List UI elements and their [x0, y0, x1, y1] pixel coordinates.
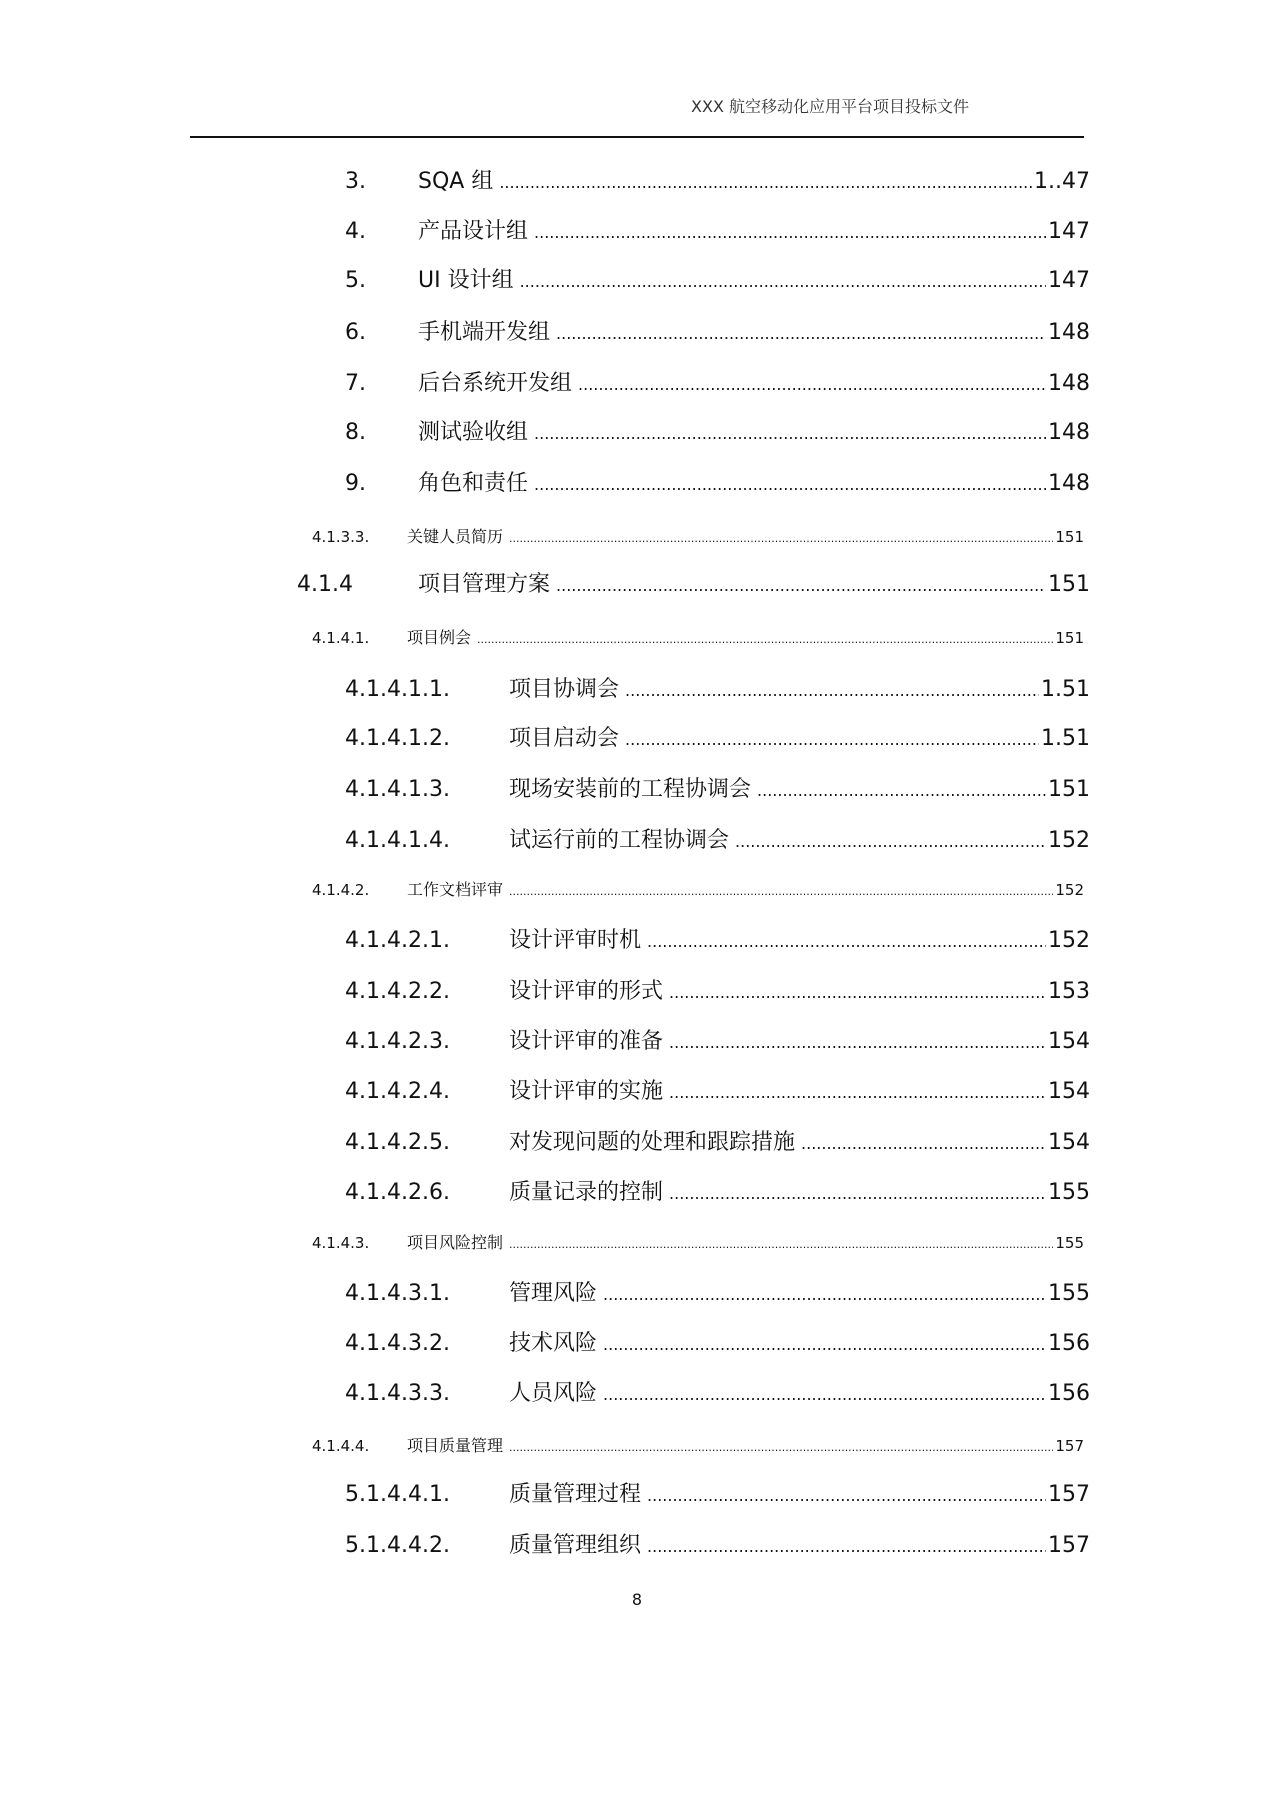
toc-entry-title: 质量记录的控制: [509, 1180, 664, 1205]
toc-entry-number: 4.1.4.2.: [312, 881, 370, 899]
toc-entry-title: 测试验收组: [418, 420, 529, 445]
toc-entry-number: 5.: [345, 268, 366, 293]
toc-leader-dots: [603, 1329, 1046, 1360]
toc-entry[interactable]: [345, 1378, 1090, 1410]
toc-leader-dots: [477, 629, 1053, 649]
toc-entry-title: 质量管理过程: [509, 1482, 642, 1507]
toc-entry-number: 4.1.4.3.: [312, 1234, 370, 1252]
toc-leader-dots: [647, 1531, 1046, 1562]
toc-entry-number: 4.1.4.3.1.: [345, 1281, 450, 1306]
toc-leader-dots: [534, 469, 1046, 500]
toc-entry-number: 4.1.3.3.: [312, 528, 370, 546]
toc-leader-dots: [534, 418, 1046, 449]
toc-entry-page: 156: [1048, 1331, 1090, 1356]
toc-entry-title: 后台系统开发组: [418, 371, 573, 396]
toc-leader-dots: [520, 266, 1046, 297]
toc-entry-title: 项目启动会: [509, 726, 620, 751]
toc-entry-page: 154: [1048, 1130, 1090, 1155]
toc-entry-page: 148: [1048, 320, 1090, 345]
toc-leader-dots: [509, 1234, 1053, 1254]
toc-entry[interactable]: [345, 1076, 1090, 1108]
toc-entry[interactable]: [345, 674, 1090, 706]
toc-entry[interactable]: [312, 879, 1084, 901]
toc-entry[interactable]: [345, 216, 1090, 248]
toc-entry-number: 4.1.4.1.3.: [345, 777, 450, 802]
toc-entry-title: 设计评审的实施: [509, 1079, 664, 1104]
toc-entry-page: 1.51: [1041, 677, 1090, 702]
toc-leader-dots: [647, 926, 1046, 957]
toc-entry-title: 质量管理组织: [509, 1533, 642, 1558]
toc-entry-page: 152: [1048, 928, 1090, 953]
toc-leader-dots: [603, 1379, 1046, 1410]
toc-entry-page: 151: [1048, 572, 1090, 597]
toc-entry-title: 对发现问题的处理和跟踪措施: [509, 1130, 796, 1155]
toc-entry-title: UI 设计组: [418, 268, 514, 293]
toc-entry-number: 4.1.4.1.: [312, 629, 370, 647]
toc-entry-title: 现场安装前的工程协调会: [509, 777, 752, 802]
toc-leader-dots: [669, 977, 1046, 1008]
toc-leader-dots: [625, 675, 1039, 706]
toc-entry[interactable]: [312, 1232, 1084, 1254]
toc-entry-page: 1..47: [1034, 169, 1090, 194]
toc-entry-page: 151: [1048, 777, 1090, 802]
toc-entry-number: 8.: [345, 420, 366, 445]
toc-entry-number: 4.1.4.1.2.: [345, 726, 450, 751]
toc-entry-page: 148: [1048, 420, 1090, 445]
toc-entry-number: 4.1.4.2.5.: [345, 1130, 450, 1155]
toc-entry-number: 4.: [345, 219, 366, 244]
toc-leader-dots: [647, 1480, 1046, 1511]
toc-entry-number: 4.1.4.2.6.: [345, 1180, 450, 1205]
toc-entry-number: 4.1.4: [297, 572, 353, 597]
toc-entry-page: 151: [1055, 629, 1084, 647]
toc-entry-title: 手机端开发组: [418, 320, 551, 345]
toc-entry-number: 4.1.4.3.2.: [345, 1331, 450, 1356]
toc-entry-page: 157: [1055, 1437, 1084, 1455]
toc-entry[interactable]: [345, 317, 1090, 349]
toc-entry-title: 工作文档评审: [407, 880, 504, 899]
toc-entry-number: 4.1.4.2.1.: [345, 928, 450, 953]
toc-entry-number: 5.1.4.4.1.: [345, 1482, 450, 1507]
toc-entry-number: 3.: [345, 169, 366, 194]
toc-entry[interactable]: [297, 569, 1090, 601]
toc-entry-page: 154: [1048, 1079, 1090, 1104]
toc-entry-number: 4.1.4.1.1.: [345, 677, 450, 702]
toc-entry[interactable]: [345, 166, 1090, 198]
toc-leader-dots: [757, 775, 1046, 806]
toc-entry[interactable]: [345, 1177, 1090, 1209]
toc-entry[interactable]: [345, 925, 1090, 957]
toc-entry[interactable]: [345, 1328, 1090, 1360]
toc-entry-number: 4.1.4.1.4.: [345, 828, 450, 853]
toc-leader-dots: [625, 724, 1039, 755]
toc-entry[interactable]: [345, 1127, 1090, 1159]
page-number: 8: [631, 1590, 643, 1609]
toc-leader-dots: [556, 570, 1046, 601]
toc-entry[interactable]: [312, 627, 1084, 649]
toc-leader-dots: [509, 881, 1053, 901]
toc-entry-page: 147: [1048, 268, 1090, 293]
toc-entry-title: 项目例会: [407, 628, 472, 647]
toc-leader-dots: [603, 1279, 1046, 1310]
toc-entry[interactable]: [345, 976, 1090, 1008]
toc-leader-dots: [509, 1437, 1053, 1457]
toc-entry-number: 4.1.4.2.2.: [345, 979, 450, 1004]
toc-entry-title: 项目管理方案: [418, 572, 551, 597]
toc-entry[interactable]: [345, 825, 1090, 857]
toc-entry-title: 试运行前的工程协调会: [509, 828, 730, 853]
toc-leader-dots: [669, 1077, 1046, 1108]
toc-entry-number: 4.1.4.2.4.: [345, 1079, 450, 1104]
toc-entry-page: 155: [1048, 1281, 1090, 1306]
toc-entry[interactable]: [345, 417, 1090, 449]
toc-entry-title: 角色和责任: [418, 471, 529, 496]
toc-entry-number: 4.1.4.4.: [312, 1437, 370, 1455]
toc-entry[interactable]: [345, 774, 1090, 806]
toc-entry-title: SQA 组: [418, 169, 494, 194]
toc-entry-page: 148: [1048, 371, 1090, 396]
toc-entry-title: 项目风险控制: [407, 1233, 504, 1252]
toc-entry-number: 4.1.4.2.3.: [345, 1029, 450, 1054]
toc-entry[interactable]: [345, 265, 1090, 297]
toc-leader-dots: [578, 369, 1046, 400]
toc-entry-number: 7.: [345, 371, 366, 396]
toc-entry-page: 152: [1048, 828, 1090, 853]
toc-entry[interactable]: [345, 1026, 1090, 1058]
toc-entry-number: 5.1.4.4.2.: [345, 1533, 450, 1558]
toc-entry-page: 1.51: [1041, 726, 1090, 751]
toc-entry-title: 项目协调会: [509, 677, 620, 702]
toc-entry-title: 技术风险: [509, 1331, 598, 1356]
toc-entry-number: 4.1.4.3.3.: [345, 1381, 450, 1406]
toc-leader-dots: [499, 167, 1032, 198]
toc-entry-page: 153: [1048, 979, 1090, 1004]
toc-entry[interactable]: [312, 526, 1084, 548]
toc-entry-page: 157: [1048, 1533, 1090, 1558]
toc-leader-dots: [801, 1128, 1046, 1159]
toc-entry-page: 151: [1055, 528, 1084, 546]
toc-entry-page: 154: [1048, 1029, 1090, 1054]
toc-entry-title: 管理风险: [509, 1281, 598, 1306]
toc-entry[interactable]: [345, 368, 1090, 400]
toc-entry-page: 156: [1048, 1381, 1090, 1406]
toc-entry-page: 155: [1048, 1180, 1090, 1205]
toc-entry-page: 147: [1048, 219, 1090, 244]
toc-entry-title: 关键人员简历: [407, 527, 504, 546]
toc-entry-title: 设计评审的形式: [509, 979, 664, 1004]
toc-entry[interactable]: [345, 1530, 1090, 1562]
header-title: XXX 航空移动化应用平台项目投标文件: [691, 97, 969, 116]
toc-entry[interactable]: [345, 468, 1090, 500]
toc-entry-title: 项目质量管理: [407, 1436, 504, 1455]
toc-entry[interactable]: [345, 1278, 1090, 1310]
toc-leader-dots: [669, 1027, 1046, 1058]
toc-entry-title: 设计评审时机: [509, 928, 642, 953]
toc-entry-page: 148: [1048, 471, 1090, 496]
toc-entry-title: 人员风险: [509, 1381, 598, 1406]
toc-leader-dots: [669, 1178, 1046, 1209]
toc-entry-title: 产品设计组: [418, 219, 529, 244]
toc-entry-page: 155: [1055, 1234, 1084, 1252]
toc-leader-dots: [509, 528, 1053, 548]
toc-entry[interactable]: [345, 723, 1090, 755]
toc-entry-number: 6.: [345, 320, 366, 345]
toc-entry-page: 157: [1048, 1482, 1090, 1507]
toc-entry[interactable]: [312, 1435, 1084, 1457]
toc-entry-page: 152: [1055, 881, 1084, 899]
toc-entry-number: 9.: [345, 471, 366, 496]
toc-leader-dots: [556, 318, 1046, 349]
toc-leader-dots: [534, 217, 1046, 248]
toc-entry[interactable]: [345, 1479, 1090, 1511]
toc-leader-dots: [735, 826, 1046, 857]
toc-entry-title: 设计评审的准备: [509, 1029, 664, 1054]
